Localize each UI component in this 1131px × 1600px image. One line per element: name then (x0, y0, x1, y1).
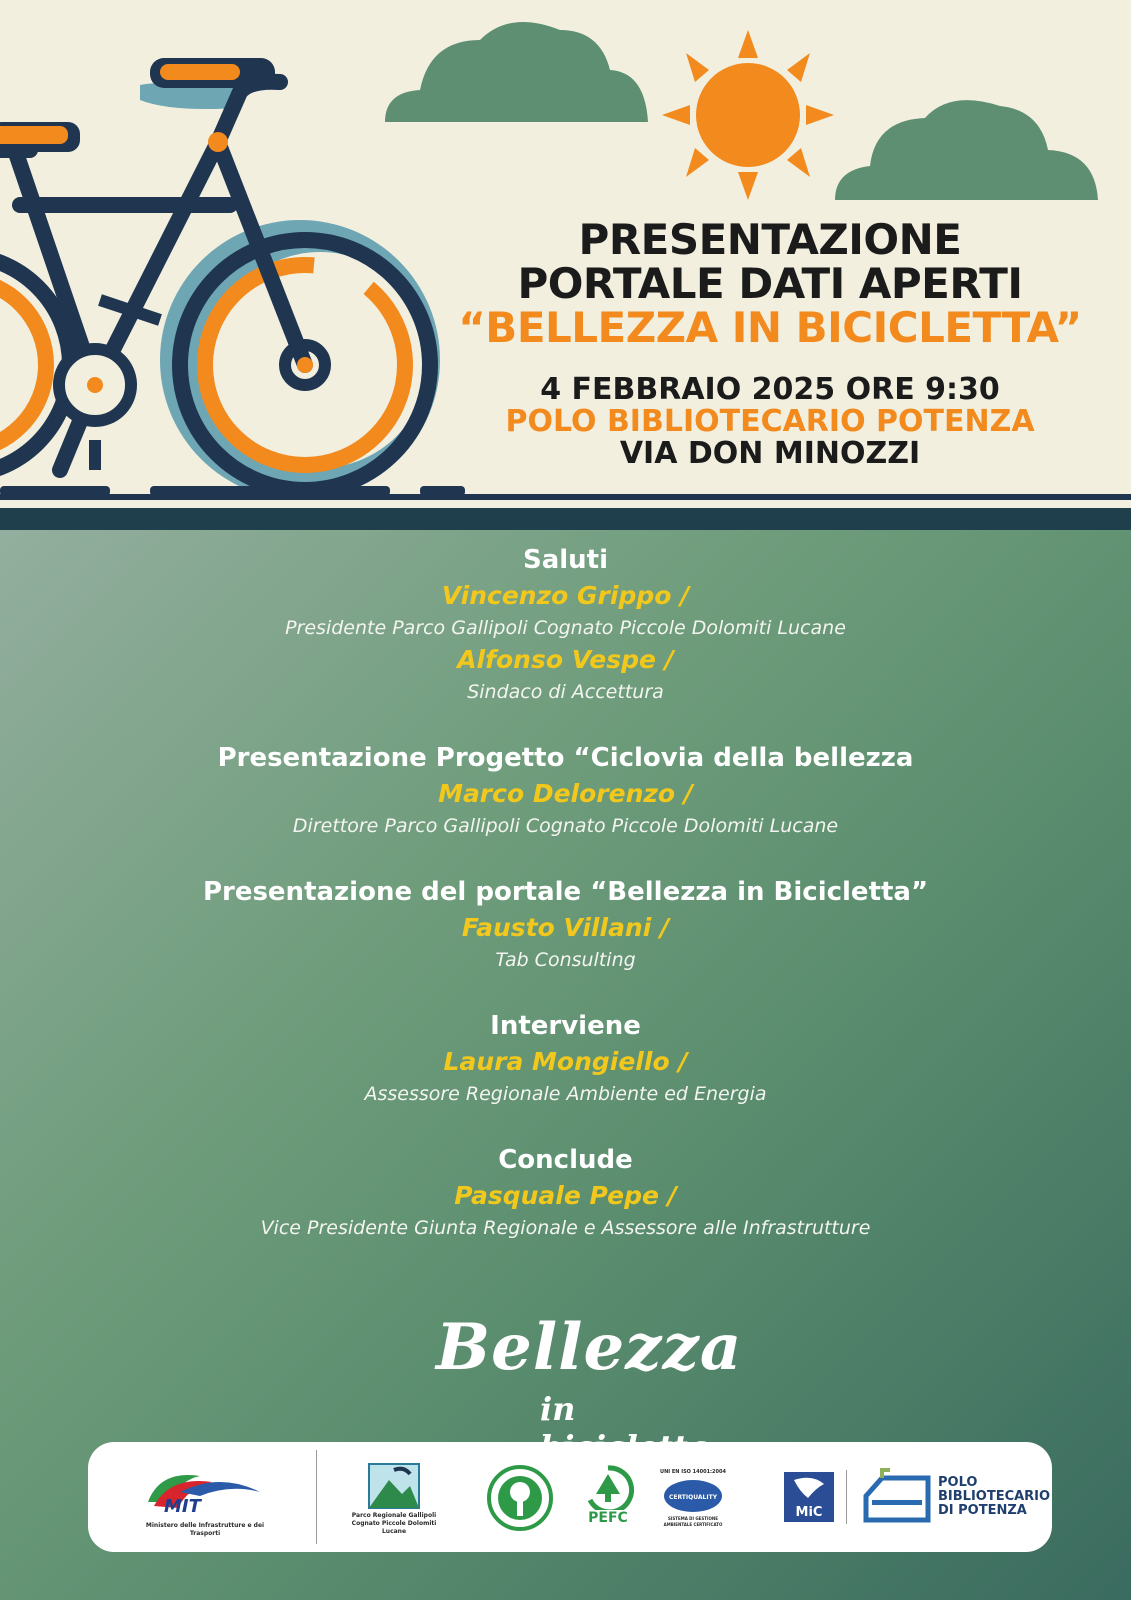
brand-main: Bellezza (436, 1310, 743, 1385)
parco-caption: Parco Regionale Gallipoli Cognato Piccole Dolomiti Lucane (351, 1512, 437, 1535)
polo-line-1: POLO (938, 1475, 978, 1490)
pefc-label: PEFC (588, 1510, 628, 1526)
program-section (0, 530, 1131, 1600)
logo-divider (846, 1470, 847, 1524)
polo-logo (862, 1466, 1051, 1530)
polo-line-2: BIBLIOTECARIO (938, 1489, 1051, 1504)
pefc-logo (580, 1464, 636, 1534)
speaker-name: Alfonso Vespe / (457, 645, 674, 674)
logo-divider (316, 1450, 317, 1544)
parco-mountain-icon (344, 1460, 444, 1510)
bike-icon (0, 58, 440, 500)
cloud-left-icon (385, 22, 648, 122)
session-conclude (0, 1142, 1131, 1242)
speaker-role: Vice Presidente Giunta Regionale e Assessore alle Infrastrutture (260, 1217, 871, 1239)
mit-caption: Ministero delle Infrastrutture e dei Trasporti (145, 1522, 265, 1537)
mic-emblem-icon (782, 1470, 836, 1524)
title-line-3: “BELLEZZA IN BICICLETTA” (458, 303, 1082, 352)
speaker-name: Laura Mongiello / (443, 1047, 688, 1076)
speaker-name: Pasquale Pepe / (454, 1181, 677, 1210)
speaker-name: Marco Delorenzo / (438, 779, 693, 808)
title-line-1: PRESENTAZIONE (578, 215, 962, 264)
title-line-2: PORTALE DATI APERTI (517, 259, 1023, 308)
session-saluti (0, 542, 1131, 706)
certiquality-top: UNI EN ISO 14001:2004 (660, 1469, 726, 1475)
speaker-role: Assessore Regionale Ambiente ed Energia (364, 1083, 767, 1105)
certiquality-caption: SISTEMA DI GESTIONE AMBIENTALE CERTIFICATO (663, 1516, 723, 1527)
speaker-name: Vincenzo Grippo / (441, 581, 690, 610)
speaker-role: Direttore Parco Gallipoli Cognato Piccole Dolomiti Lucane (292, 815, 839, 837)
mit-label: MIT (164, 1496, 201, 1517)
tree-icon (486, 1464, 554, 1532)
agenda (0, 542, 1131, 1276)
brand-sub: in (540, 1390, 576, 1428)
session-title: Presentazione del portale “Bellezza in Bicicletta” (202, 877, 929, 907)
partner-logo-bar (88, 1442, 1052, 1552)
library-building-icon (862, 1466, 932, 1526)
certiquality-oval-icon (662, 1478, 724, 1514)
parco-logo (344, 1460, 444, 1540)
poster-header (0, 0, 1131, 530)
speaker-role: Sindaco di Accettura (467, 681, 664, 703)
event-address: VIA DON MINOZZI (619, 436, 921, 471)
ground-stripe (0, 508, 1131, 530)
sun-icon (662, 30, 834, 200)
bellezza-logo (430, 1310, 743, 1440)
event-date-time: 4 FEBBRAIO 2025 ORE 9:30 (540, 372, 1000, 407)
road-lines (0, 486, 1131, 500)
mit-logo (140, 1462, 270, 1537)
session-progetto (0, 740, 1131, 840)
tree-seal-logo (486, 1464, 554, 1532)
title-block (420, 215, 1120, 471)
mit-emblem-icon (140, 1462, 270, 1522)
speaker-role: Presidente Parco Gallipoli Cognato Piccole Dolomiti Lucane (285, 617, 846, 639)
cloud-right-icon (835, 100, 1098, 200)
mic-logo (782, 1470, 836, 1524)
polo-line-3: DI POTENZA (938, 1503, 1027, 1518)
pefc-tree-icon (580, 1464, 636, 1510)
session-interviene (0, 1008, 1131, 1108)
speaker-name: Fausto Villani / (461, 913, 670, 942)
certiquality-logo (658, 1468, 728, 1532)
session-title: Presentazione Progetto “Ciclovia della bellezza (217, 743, 914, 773)
session-title: Interviene (490, 1011, 641, 1041)
speaker-role: Tab Consulting (495, 949, 636, 971)
event-venue: POLO BIBLIOTECARIO POTENZA (505, 404, 1035, 439)
session-title: Conclude (498, 1145, 633, 1175)
mic-label: MiC (795, 1505, 823, 1520)
session-portale (0, 874, 1131, 974)
certiquality-label: CERTIQUALITY (668, 1494, 718, 1501)
session-title: Saluti (522, 545, 609, 575)
